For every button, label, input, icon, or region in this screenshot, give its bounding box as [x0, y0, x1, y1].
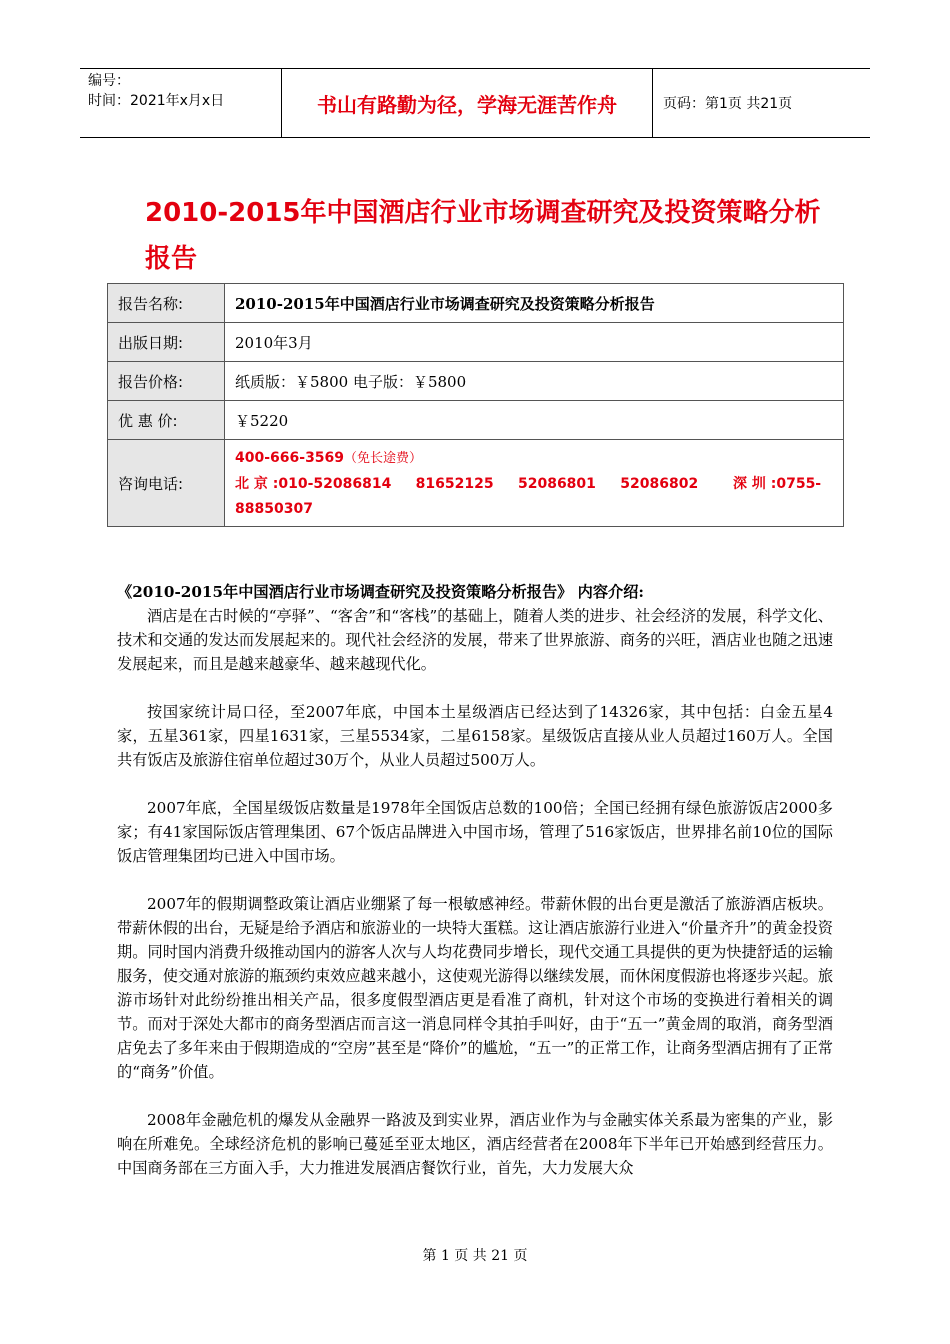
paragraph: 2007年底，全国星级饭店数量是1978年全国饭店总数的100倍；全国已经拥有绿色旅游饭店2000多家；有41家国际饭店管理集团、67个饭店品牌进入中国市场，管理了516家饭店，世界排名前10位的国际饭店管理集团均已进入中国市场。 [117, 799, 833, 865]
report-title: 2010-2015年中国酒店行业市场调查研究及投资策略分析报告 [145, 198, 821, 274]
report-info-table [107, 283, 844, 527]
info-row-phone [108, 440, 844, 527]
date-value: 2010年3月 [225, 323, 844, 362]
info-row-discount [108, 401, 844, 440]
phone-main[interactable]: 400-666-3569 [235, 450, 345, 466]
date-label: 出版日期: [108, 323, 225, 362]
price-value: 纸质版：￥5800 电子版：￥5800 [225, 362, 844, 401]
paragraph: 按国家统计局口径，至2007年底，中国本土星级酒店已经达到了14326家，其中包括：白金五星4家，五星361家，四星1631家，三星5534家，二星6158家。星级饭店直接从业人员超过160万人。全国共有饭店及旅游住宿单位超过30万个，从业人员超过500万人。 [117, 703, 833, 769]
phone-beijing[interactable]: 北 京 :010-52086814 81652125 52086801 52086802 [235, 476, 699, 492]
page-footer: 第 1 页 共 21 页 [422, 1248, 528, 1264]
report-body [117, 580, 833, 1204]
name-value: 2010-2015年中国酒店行业市场调查研究及投资策略分析报告 [225, 284, 844, 323]
discount-label: 优 惠 价: [108, 401, 225, 440]
header-motto: 书山有路勤为径，学海无涯苦作舟 [281, 69, 653, 137]
discount-value: ￥5220 [225, 401, 844, 440]
header-page-info: 页码：第1页 共21页 [663, 96, 793, 112]
info-row-price [108, 362, 844, 401]
header-meta [80, 69, 280, 137]
info-row-date [108, 323, 844, 362]
time-label: 时间：2021年x月x日 [88, 93, 225, 109]
info-row-name [108, 284, 844, 323]
paragraph: 2008年金融危机的爆发从金融界一路波及到实业界，酒店业作为与金融实体关系最为密集的产业，影响在所难免。全球经济危机的影响已蔓延至亚太地区，酒店经营者在2008年下半年已开始感到经营压力。中国商务部在三方面入手，大力推进发展酒店餐饮行业，首先，大力发展大众 [117, 1111, 833, 1177]
paragraph: 2007年的假期调整政策让酒店业绷紧了每一根敏感神经。带薪休假的出台更是激活了旅游酒店板块。带薪休假的出台，无疑是给予酒店和旅游业的一块特大蛋糕。这让酒店旅游行业进入“价量齐升”的黄金投资期。同时国内消费升级推动国内的游客人次与人均花费同步增长，现代交通工具提供的更为快捷舒适的运输服务，使交通对旅游的瓶颈约束效应越来越小，这使观光游得以继续发展，而休闲度假游也将逐步兴起。旅游市场针对此纷纷推出相关产品，很多度假型酒店更是看准了商机，针对这个市场的变换进行着相关的调节。而对于深处大都市的商务型酒店而言这一消息同样令其拍手叫好，由于“五一”黄金周的取消，商务型酒店免去了多年来由于假期造成的“空房”甚至是“降价”的尴尬，“五一”的正常工作，让商务型酒店拥有了正常的“商务”价值。 [117, 895, 833, 1081]
intro-heading: 《2010-2015年中国酒店行业市场调查研究及投资策略分析报告》 内容介绍: [117, 583, 644, 601]
phone-label: 咨询电话: [108, 440, 225, 527]
number-label: 编号： [88, 73, 130, 89]
page-header [80, 68, 870, 138]
name-label: 报告名称: [108, 284, 225, 323]
phone-value [225, 440, 844, 527]
phone-free-note: （免长途费） [344, 451, 423, 466]
phone-shenzhen[interactable]: 深 圳 :0755-88850307 [235, 476, 822, 517]
price-label: 报告价格: [108, 362, 225, 401]
paragraph: 酒店是在古时候的“亭驿”、“客舍”和“客栈”的基础上，随着人类的进步、社会经济的发展，科学文化、技术和交通的发达而发展起来的。现代社会经济的发展，带来了世界旅游、商务的兴旺，酒店业也随之迅速发展起来，而且是越来越豪华、越来越现代化。 [117, 607, 833, 673]
